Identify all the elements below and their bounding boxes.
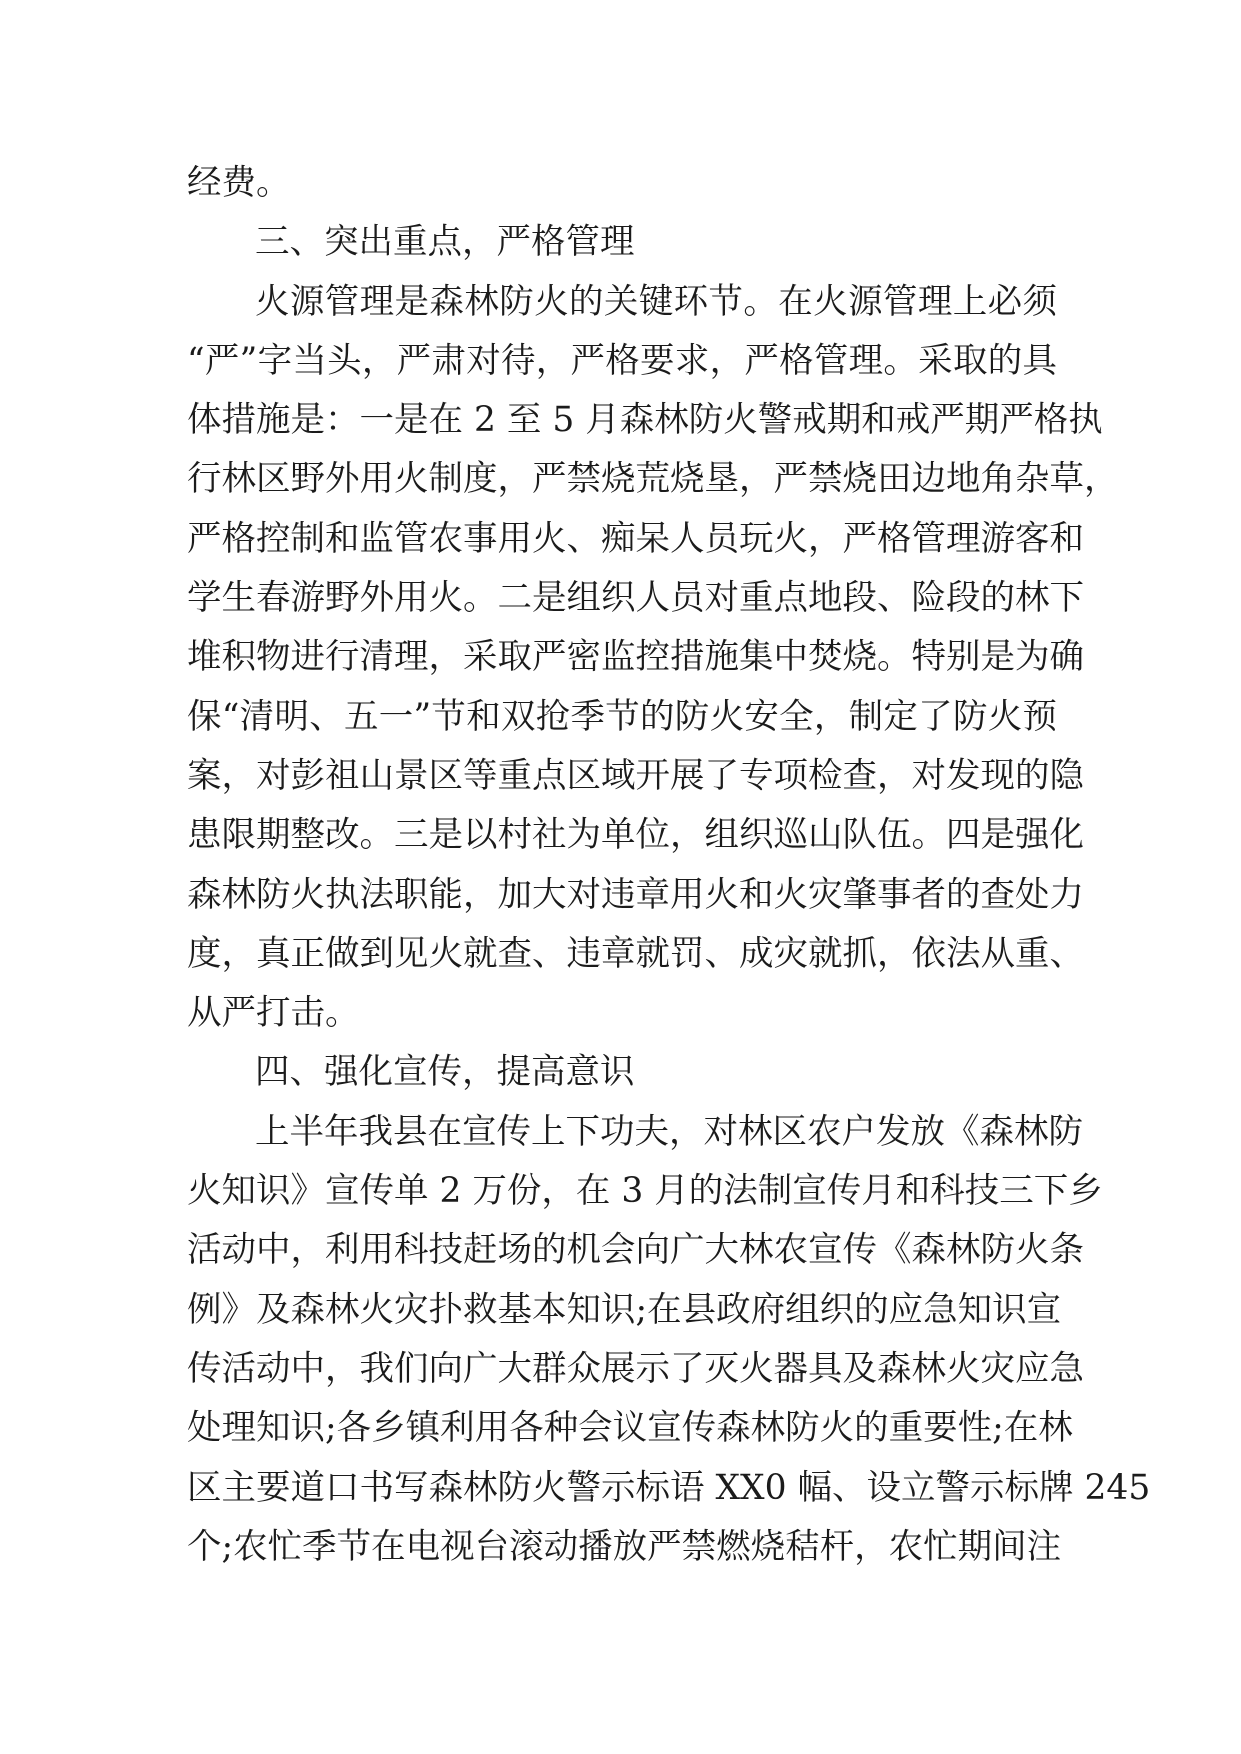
text-line: 体措施是：一是在 2 至 5 月森林防火警戒期和戒严期严格执 (187, 400, 1103, 441)
paragraph-last-line: 从严打击。 (187, 993, 360, 1034)
text-line: “严”字当头，严肃对待，严格要求，严格管理。采取的具 (187, 340, 1057, 381)
text-line: 传活动中，我们向广大群众展示了灭火器具及森林火灾应急 (187, 1348, 1084, 1389)
text-line: 行林区野外用火制度，严禁烧荒烧垦，严禁烧田边地角杂草， (187, 459, 1119, 500)
paragraph-first-line: 上半年我县在宣传上下功夫，对林区农户发放《森林防 (255, 1111, 1083, 1152)
section-heading: 三、突出重点，严格管理 (255, 222, 635, 263)
document-body (187, 154, 1151, 1577)
text-line: 度，真正做到见火就查、违章就罚、成灾就抓，依法从重、 (187, 933, 1084, 974)
text-line: 活动中，利用科技赶场的机会向广大林农宣传《森林防火条 (187, 1230, 1084, 1271)
text-line: 例》及森林火灾扑救基本知识;在县政府组织的应急知识宣 (187, 1289, 1062, 1330)
text-line: 保“清明、五一”节和双抢季节的防火安全，制定了防火预 (187, 696, 1057, 737)
text-line: 患限期整改。三是以村社为单位，组织巡山队伍。四是强化 (187, 815, 1084, 856)
text-line: 区主要道口书写森林防火警示标语 XX0 幅、设立警示标牌 245 (187, 1467, 1151, 1508)
text-line: 个;农忙季节在电视台滚动播放严禁燃烧秸杆，农忙期间注 (187, 1526, 1062, 1567)
text-line: 处理知识;各乡镇利用各种会议宣传森林防火的重要性;在林 (187, 1408, 1073, 1449)
text-line: 森林防火执法职能，加大对违章用火和火灾肇事者的查处力 (187, 874, 1084, 915)
section-heading: 四、强化宣传，提高意识 (255, 1052, 635, 1093)
text-line: 严格控制和监管农事用火、痴呆人员玩火，严格管理游客和 (187, 518, 1084, 559)
text-line: 堆积物进行清理，采取严密监控措施集中焚烧。特别是为确 (187, 637, 1084, 678)
text-line: 学生春游野外用火。二是组织人员对重点地段、险段的林下 (187, 578, 1084, 619)
paragraph-first-line: 火源管理是森林防火的关键环节。在火源管理上必须 (255, 281, 1057, 322)
text-line: 经费。 (187, 163, 291, 203)
text-line: 案，对彭祖山景区等重点区域开展了专项检查，对发现的隐 (187, 755, 1084, 796)
text-line: 火知识》宣传单 2 万份，在 3 月的法制宣传月和科技三下乡 (187, 1171, 1103, 1212)
